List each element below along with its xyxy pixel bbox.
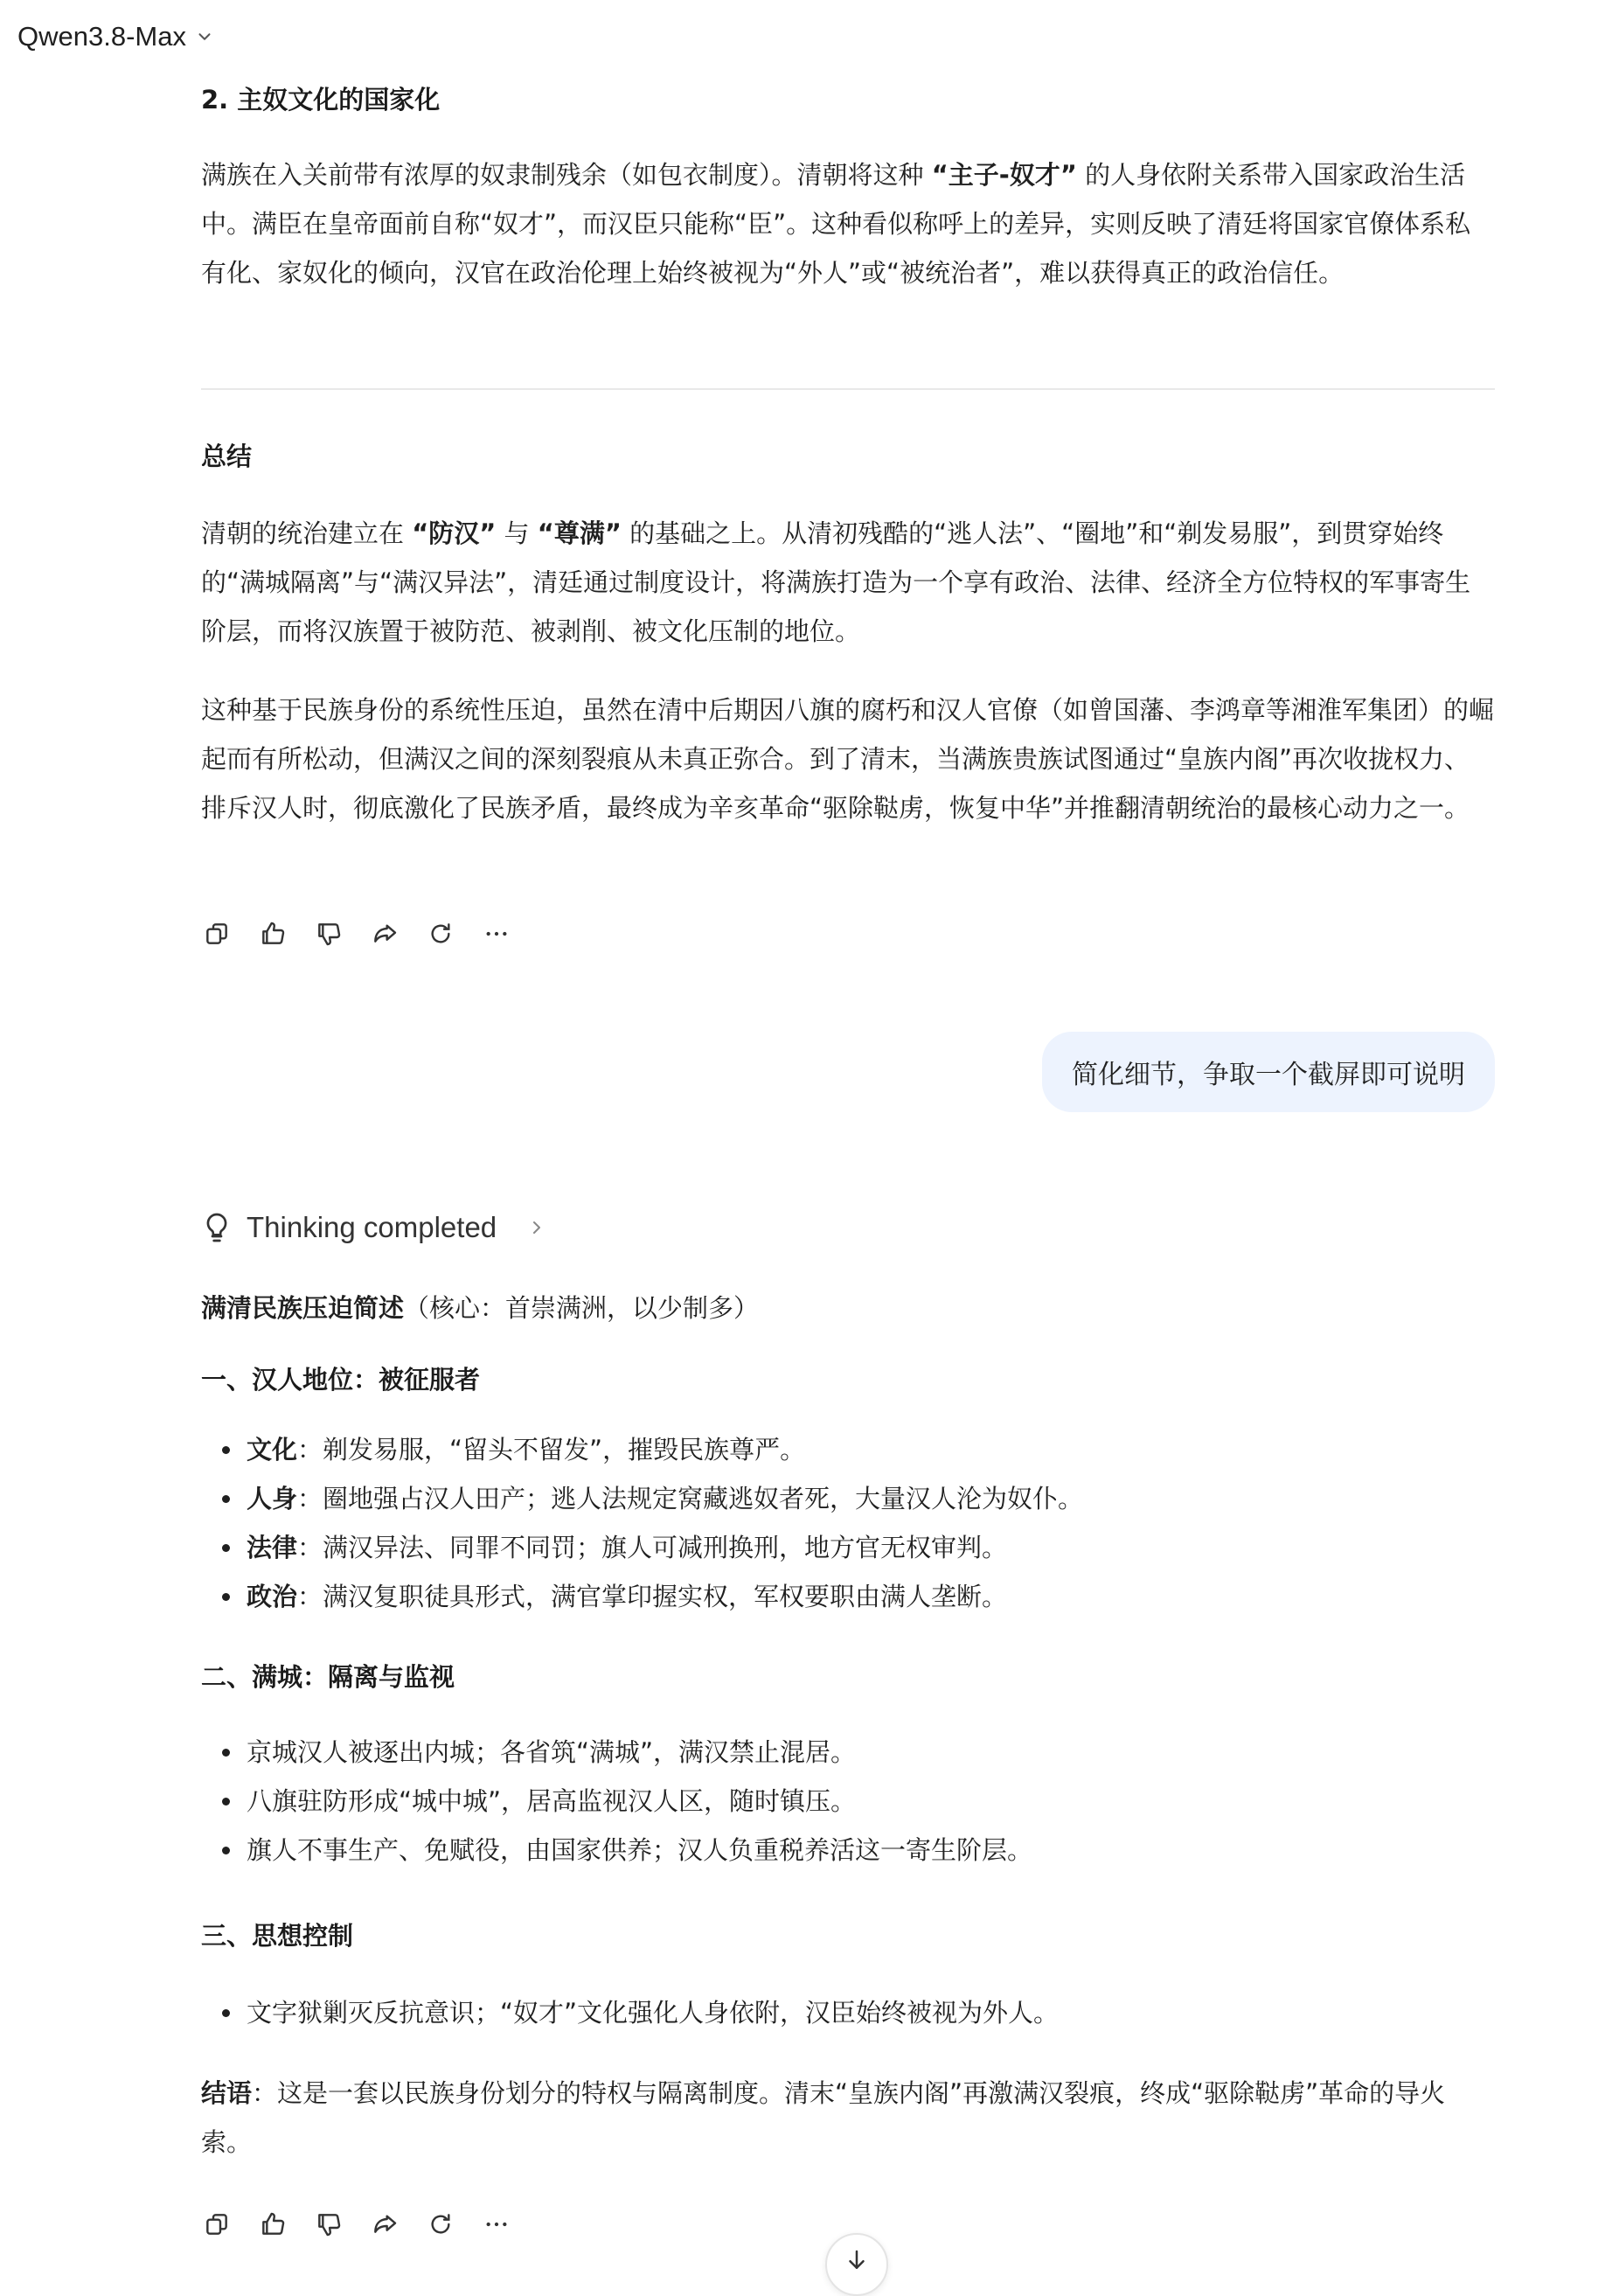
summary-paragraph-1: 清朝的统治建立在 “防汉” 与 “尊满” 的基础之上。从清初残酷的“逃人法”、“圈地”和“剃发易服”，到贯穿始终的“满城隔离”与“满汉异法”，清廷通过制度设计，将满族打造为一个享有政治、法律、经济全方位特权的军事寄生阶层，而将汉族置于被防范、被剥削、被文化压制的地位。 [201, 518, 1471, 646]
user-message-text: 简化细节，争取一个截屏即可说明 [1072, 1060, 1465, 1090]
section-paragraph: 满族在入关前带有浓厚的奴隶制残余（如包衣制度）。清朝将这种 “主子-奴才” 的人身依附关系带入国家政治生活中。满臣在皇帝面前自称“奴才”，而汉臣只能称“臣”。这种看似称呼上的差异，实则反映了清廷将国家官僚体系私有化、家奴化的倾向，汉官在政治伦理上始终被视为“外人”或“被统治者”，难以获得真正的政治信任。 [201, 160, 1471, 288]
answer-conclusion: 结语：这是一套以民族身份划分的特权与隔离制度。清末“皇族内阁”再激满汉裂痕，终成“驱除鞑虏”革命的导火索。 [201, 2078, 1446, 2157]
like-button[interactable] [257, 2209, 288, 2240]
answer-section-1-heading: 一、汉人地位：被征服者 [201, 1365, 481, 1395]
more-button[interactable] [481, 2209, 512, 2240]
copy-icon [203, 920, 231, 948]
model-name: Qwen3.8-Max [17, 21, 186, 52]
thinking-label: Thinking completed [247, 1211, 497, 1243]
copy-button[interactable] [201, 918, 233, 950]
divider [201, 388, 1495, 390]
share-icon [371, 2210, 399, 2238]
answer-section-3-heading: 三、思想控制 [201, 1921, 354, 1951]
model-selector[interactable] [17, 17, 214, 56]
regenerate-button[interactable] [425, 2209, 456, 2240]
regenerate-icon [427, 2210, 455, 2238]
list-item: 旗人不事生产、免赋役，由国家供养；汉人负重税养活这一寄生阶层。 [201, 1826, 1495, 1875]
list-item: 八旗驻防形成“城中城”，居高监视汉人区，随时镇压。 [201, 1777, 1495, 1826]
list-item: 文字狱剿灭反抗意识；“奴才”文化强化人身依附，汉臣始终被视为外人。 [201, 1988, 1495, 2037]
answer-section-3-list [201, 1988, 1495, 2037]
share-button[interactable] [369, 918, 400, 950]
list-item: 文化：剃发易服，“留头不留发”，摧毁民族尊严。 [201, 1425, 1495, 1474]
answer-section-2-list [201, 1728, 1495, 1875]
copy-button[interactable] [201, 2209, 233, 2240]
thumbs-up-icon [259, 920, 287, 948]
dislike-button[interactable] [313, 918, 344, 950]
thumbs-up-icon [259, 2210, 287, 2238]
lightbulb-icon [199, 1210, 234, 1245]
answer-section-1-list [201, 1425, 1495, 1621]
message-actions [201, 918, 512, 950]
more-button[interactable] [481, 918, 512, 950]
list-item: 法律：满汉异法、同罪不同罚；旗人可减刑换刑，地方官无权审判。 [201, 1523, 1495, 1572]
share-button[interactable] [369, 2209, 400, 2240]
list-item: 政治：满汉复职徒具形式，满官掌印握实权，军权要职由满人垄断。 [201, 1572, 1495, 1621]
like-button[interactable] [257, 918, 288, 950]
dislike-button[interactable] [313, 2209, 344, 2240]
message-actions [201, 2209, 512, 2240]
chevron-down-icon [195, 27, 214, 46]
summary-heading: 总结 [201, 442, 253, 471]
chevron-right-icon [526, 1217, 547, 1238]
list-item: 人身：圈地强占汉人田产；逃人法规定窝藏逃奴者死，大量汉人沦为奴仆。 [201, 1474, 1495, 1523]
thumbs-down-icon [315, 2210, 343, 2238]
user-message-bubble [1042, 1032, 1495, 1112]
list-item: 京城汉人被逐出内城；各省筑“满城”，满汉禁止混居。 [201, 1728, 1495, 1777]
summary-paragraph-2: 这种基于民族身份的系统性压迫，虽然在清中后期因八旗的腐朽和汉人官僚（如曾国藩、李鸿章等湘淮军集团）的崛起而有所松动，但满汉之间的深刻裂痕从未真正弥合。到了清末，当满族贵族试图通过“皇族内阁”再次收拢权力、排斥汉人时，彻底激化了民族矛盾，最终成为辛亥革命“驱除鞑虏，恢复中华”并推翻清朝统治的最核心动力之一。 [201, 695, 1495, 823]
thinking-toggle[interactable] [199, 1210, 547, 1245]
more-icon [483, 920, 511, 948]
copy-icon [203, 2210, 231, 2238]
thumbs-down-icon [315, 920, 343, 948]
answer-title: 满清民族压迫简述（核心：首崇满洲，以少制多） [201, 1293, 760, 1323]
share-icon [371, 920, 399, 948]
answer-section-2-heading: 二、满城：隔离与监视 [201, 1662, 455, 1692]
more-icon [483, 2210, 511, 2238]
arrow-down-icon [844, 2247, 870, 2273]
regenerate-icon [427, 920, 455, 948]
regenerate-button[interactable] [425, 918, 456, 950]
section-heading: 2. 主奴文化的国家化 [201, 85, 441, 115]
scroll-to-bottom-button[interactable] [825, 2233, 888, 2296]
